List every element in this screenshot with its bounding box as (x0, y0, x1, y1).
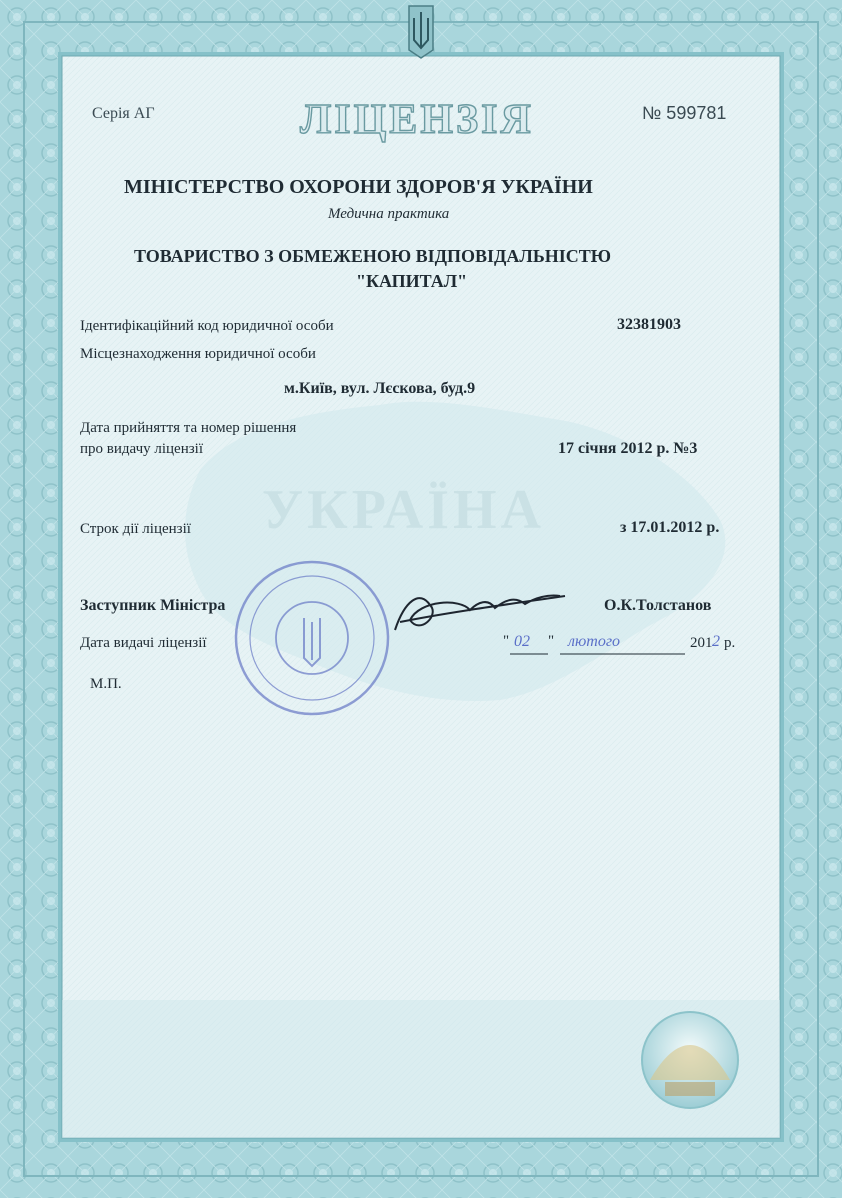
issue-year-digit-handwritten: 2 (712, 633, 720, 650)
ministry-name: МІНІСТЕРСТВО ОХОРОНИ ЗДОРОВ'Я УКРАЇНИ (124, 176, 593, 198)
licensee-name-line2: "КАПИТАЛ" (356, 271, 468, 291)
decision-value: 17 січня 2012 р. №3 (558, 440, 698, 457)
signatory-position: Заступник Міністра (80, 597, 226, 614)
issue-day-handwritten: 02 (514, 633, 530, 650)
license-title: ЛІЦЕНЗІЯ (300, 97, 534, 143)
issue-year-prefix: 201 (690, 635, 713, 651)
id-code-label: Ідентифікаційний код юридичної особи (80, 318, 334, 334)
decision-label-line2: про видачу ліцензії (80, 441, 203, 457)
license-series: Серія АГ (92, 105, 155, 122)
licensee-name-line1: ТОВАРИСТВО З ОБМЕЖЕНОЮ ВІДПОВІДАЛЬНІСТЮ (134, 246, 611, 266)
term-value: з 17.01.2012 р. (620, 519, 720, 536)
watermark-text: УКРАЇНА (262, 479, 545, 541)
location-label: Місцезнаходження юридичної особи (80, 346, 316, 362)
issue-month-handwritten: лютого (568, 633, 621, 650)
id-code-value: 32381903 (617, 316, 681, 333)
location-value: м.Київ, вул. Лєскова, буд.9 (284, 380, 476, 397)
issue-date-close-quote: " (548, 633, 555, 649)
activity-type: Медична практика (328, 206, 450, 222)
stamp-place-label: М.П. (90, 676, 122, 692)
issue-year-suffix: р. (724, 635, 736, 651)
issue-date-label: Дата видачі ліцензії (80, 635, 207, 651)
term-label: Строк дії ліцензії (80, 521, 191, 537)
signatory-name: О.К.Толстанов (604, 597, 712, 614)
trident-emblem (409, 6, 433, 58)
decision-label-line1: Дата прийняття та номер рішення (80, 420, 297, 436)
license-number: № 599781 (642, 103, 727, 123)
issue-date-open-quote: " (503, 633, 510, 649)
hologram-seal (642, 1012, 738, 1108)
